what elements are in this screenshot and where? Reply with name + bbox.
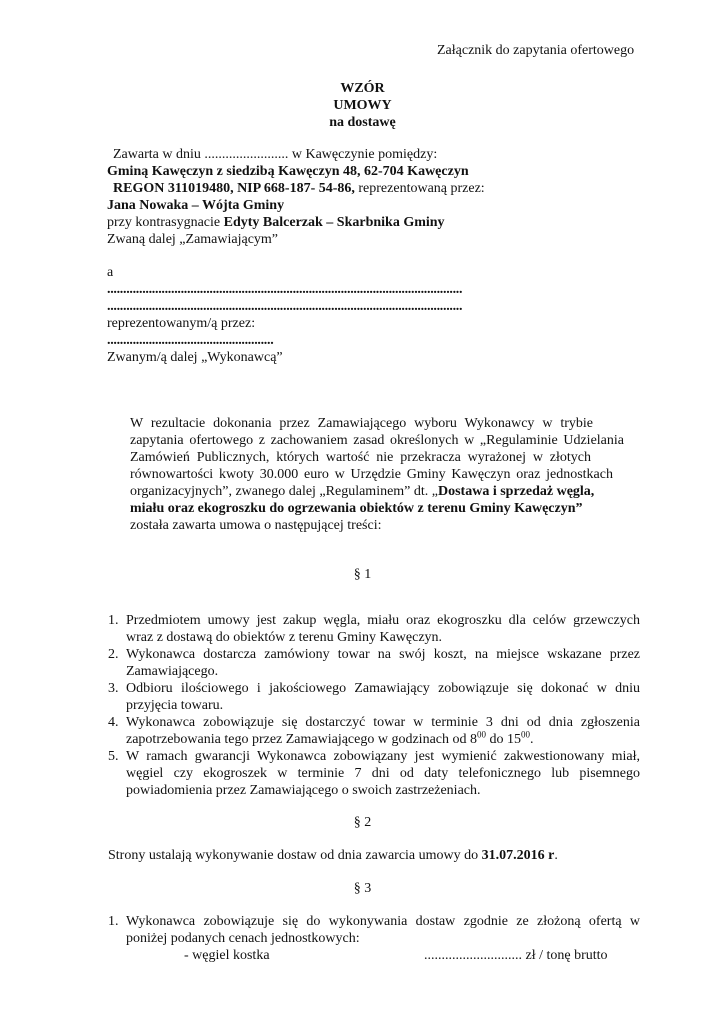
item-2-line-2: Zamawiającego. [126,664,219,679]
term-end: . [554,848,558,863]
section-1-title: § 1 [353,567,372,582]
term-text: Strony ustalają wykonywanie dostaw od dnia zawarcia umowy do [108,848,482,863]
item-4-hours-mid: do 15 [486,732,521,747]
term-date: 31.07.2016 r [481,848,555,863]
intro-line-3: Zamówień Publicznych, których wartość nie przekracza wyrażonej w złotych [130,450,591,465]
item-3-number: 3. [108,681,119,696]
item-3-line-1: Odbioru ilościowego i jakościowego Zamawiający zobowiązuje się dokonać w dniu [126,681,640,696]
item-4-hours-text: zapotrzebowania tego przez Zamawiającego w godzinach od 8 [126,732,477,747]
section-3-line-2: poniżej podanych cenach jednostkowych: [126,931,360,946]
coal-cube-price: ............................ zł / tonę brutto [424,948,608,963]
mayor-line: Jana Nowaka – Wójta Gminy [107,198,285,213]
title-template: WZÓR [340,81,385,96]
item-1-line-2: wraz z dostawą do obiektów z terenu Gminy Kawęczyn. [126,630,443,645]
title-agreement: UMOWY [333,98,392,113]
item-4-hours-end: . [530,732,534,747]
commune-line: Gminą Kawęczyn z siedzibą Kawęczyn 48, 62-704 Kawęczyn [107,164,469,179]
regon-line [113,180,485,197]
item-4-number: 4. [108,715,119,730]
called-contractor-line: Zwanym/ą dalej „Wykonawcą” [107,350,283,365]
intro-line-1: W rezultacie dokonania przez Zamawiającego wyboru Wykonawcy w trybie [130,416,593,431]
tender-title-part-1: Dostawa i sprzedaż węgla, [438,484,595,499]
represented-by: reprezentowaną przez: [354,181,485,196]
section-3-title: § 3 [353,881,372,896]
section-3-item-number: 1. [108,914,119,929]
item-5-number: 5. [108,749,119,764]
intro-line-4: równowartości kwoty 30.000 euro w Urzędzie Gminy Kawęczyn oraz jednostkach [130,467,613,482]
represented-line: reprezentowanym/ą przez: [107,316,256,331]
section-2-text [108,847,558,864]
regon-nip: REGON 311019480, NIP 668-187- 54-86, [113,181,355,196]
representative-blank: .................................................... [107,333,274,348]
section-3-line-1: Wykonawca zobowiązuje się do wykonywania dostaw zgodnie ze złożoną ofertą w [126,914,640,929]
countersign-prefix: przy kontrasygnacie [107,215,224,230]
intro-line-5-text: organizacyjnych”, zwanego dalej „Regulaminem” dt. „ [130,484,438,499]
intro-line-5 [130,483,594,500]
attachment-note: Załącznik do zapytania ofertowego [437,43,635,58]
item-5-line-1: W ramach gwarancji Wykonawca zobowiązany jest wymienić zakwestionowany miał, [126,749,640,764]
concluded-line: Zawarta w dniu ........................ w Kawęczynie pomiędzy: [113,147,438,162]
hour-end-sup: 00 [521,729,530,740]
hour-start-sup: 00 [477,729,486,740]
item-5-line-3: powiadomienia przez Zamawiającego o swoich zastrzeżeniach. [126,783,481,798]
contractor-blank-2: ............................................................................................................... [107,299,463,314]
coal-cube-label: - węgiel kostka [184,948,270,963]
intro-line-7: została zawarta umowa o następującej treści: [130,518,382,533]
item-4-line-2 [126,731,534,748]
called-ordering-line: Zwaną dalej „Zamawiającym” [107,232,279,247]
item-1-number: 1. [108,613,119,628]
title-subject: na dostawę [329,115,396,130]
item-5-line-2: węgiel czy ekogroszek w terminie 7 dni od daty telefonicznego lub pisemnego [126,766,640,781]
item-3-line-2: przyjęcia towaru. [126,698,224,713]
contractor-blank-1: ............................................................................................................... [107,282,463,297]
section-2-title: § 2 [353,815,372,830]
countersign-line [107,214,445,231]
item-2-number: 2. [108,647,119,662]
intro-line-2: zapytania ofertowego z zachowaniem zasad określonych w „Regulaminie Udzielania [130,433,624,448]
tender-title-part-2: miału oraz ekogroszku do ogrzewania obiektów z terenu Gminy Kawęczyn” [130,501,583,516]
and-line: a [107,265,114,280]
item-4-line-1: Wykonawca zobowiązuje się dostarczyć towar w terminie 3 dni od dnia zgłoszenia [126,715,640,730]
treasurer-name: Edyty Balcerzak – Skarbnika Gminy [223,215,445,230]
item-2-line-1: Wykonawca dostarcza zamówiony towar na swój koszt, na miejsce wskazane przez [126,647,640,662]
item-1-line-1: Przedmiotem umowy jest zakup węgla, miału oraz ekogroszku dla celów grzewczych [126,613,640,628]
